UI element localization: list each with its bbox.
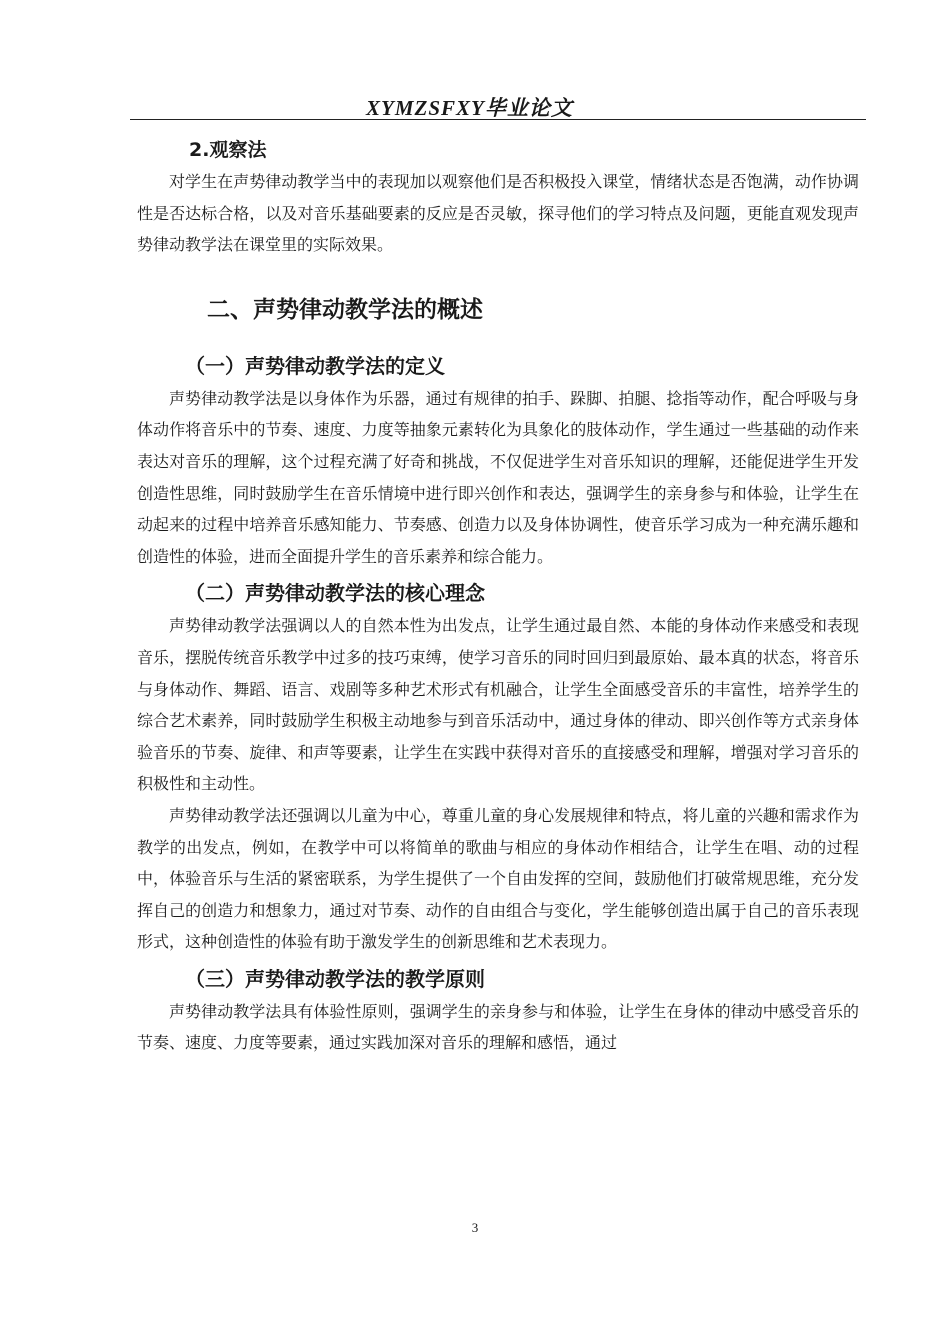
core-concept-paragraph-2: 声势律动教学法还强调以儿童为中心，尊重儿童的身心发展规律和特点，将儿童的兴趣和需求作为教学的出发点，例如，在教学中可以将简单的歌曲与相应的身体动作相结合，让学生在唱、动的过程中，体验音乐与生活的紧密联系，为学生提供了一个自由发挥的空间，鼓励他们打破常规思维，充分发挥自己的创造力和想象力，通过对节奏、动作的自由组合与变化，学生能够创造出属于自己的音乐表现形式，这种创造性的体验有助于激发学生的创新思维和艺术表现力。 (137, 805, 859, 952)
header-title: XYMZSFXY毕业论文 (366, 96, 573, 120)
subsection-heading-principles: （三）声势律动教学法的教学原则 (185, 966, 485, 991)
subsection-heading-core-concept: （二）声势律动教学法的核心理念 (185, 581, 485, 606)
observation-paragraph: 对学生在声势律动教学当中的表现加以观察他们是否积极投入课堂，情绪状态是否饱满，动作协调性是否达标合格，以及对音乐基础要素的反应是否灵敏，探寻他们的学习特点及问题，更能直观发现声势律动教学法在课堂里的实际效果。 (137, 172, 859, 255)
page-header (130, 88, 866, 120)
core-concept-paragraph-1: 声势律动教学法强调以人的自然本性为出发点，让学生通过最自然、本能的身体动作来感受和表现音乐，摆脱传统音乐教学中过多的技巧束缚，使学习音乐的同时回归到最原始、最本真的状态，将音乐与身体动作、舞蹈、语言、戏剧等多种艺术形式有机融合，让学生全面感受音乐的丰富性，培养学生的综合艺术素养，同时鼓励学生积极主动地参与到音乐活动中，通过身体的律动、即兴创作等方式亲身体验音乐的节奏、旋律、和声等要素，让学生在实践中获得对音乐的直接感受和理解，增强对学习音乐的积极性和主动性。 (137, 616, 859, 794)
page-number: 3 (471, 1220, 479, 1235)
observation-heading: 2.观察法 (189, 139, 267, 161)
subsection-heading-definition: （一）声势律动教学法的定义 (185, 353, 445, 378)
document-body (137, 136, 859, 1059)
spacer (137, 335, 859, 349)
section-heading-overview: 二、声势律动教学法的概述 (207, 296, 483, 323)
definition-paragraph: 声势律动教学法是以身体作为乐器，通过有规律的拍手、跺脚、拍腿、捻指等动作，配合呼吸与身体动作将音乐中的节奏、速度、力度等抽象元素转化为具象化的肢体动作，学生通过一些基础的动作来表达对音乐的理解，这个过程充满了好奇和挑战，不仅促进学生对音乐知识的理解，还能促进学生开发创造性思维，同时鼓励学生在音乐情境中进行即兴创作和表达，强调学生的亲身参与和体验，让学生在动起来的过程中培养音乐感知能力、节奏感、创造力以及身体协调性，使音乐学习成为一种充满乐趣和创造性的体验，进而全面提升学生的音乐素养和综合能力。 (137, 388, 859, 566)
spacer (137, 261, 859, 285)
principles-paragraph: 声势律动教学法具有体验性原则，强调学生的亲身参与和体验，让学生在身体的律动中感受音乐的节奏、速度、力度等要素，通过实践加深对音乐的理解和感悟，通过 (137, 1001, 859, 1053)
